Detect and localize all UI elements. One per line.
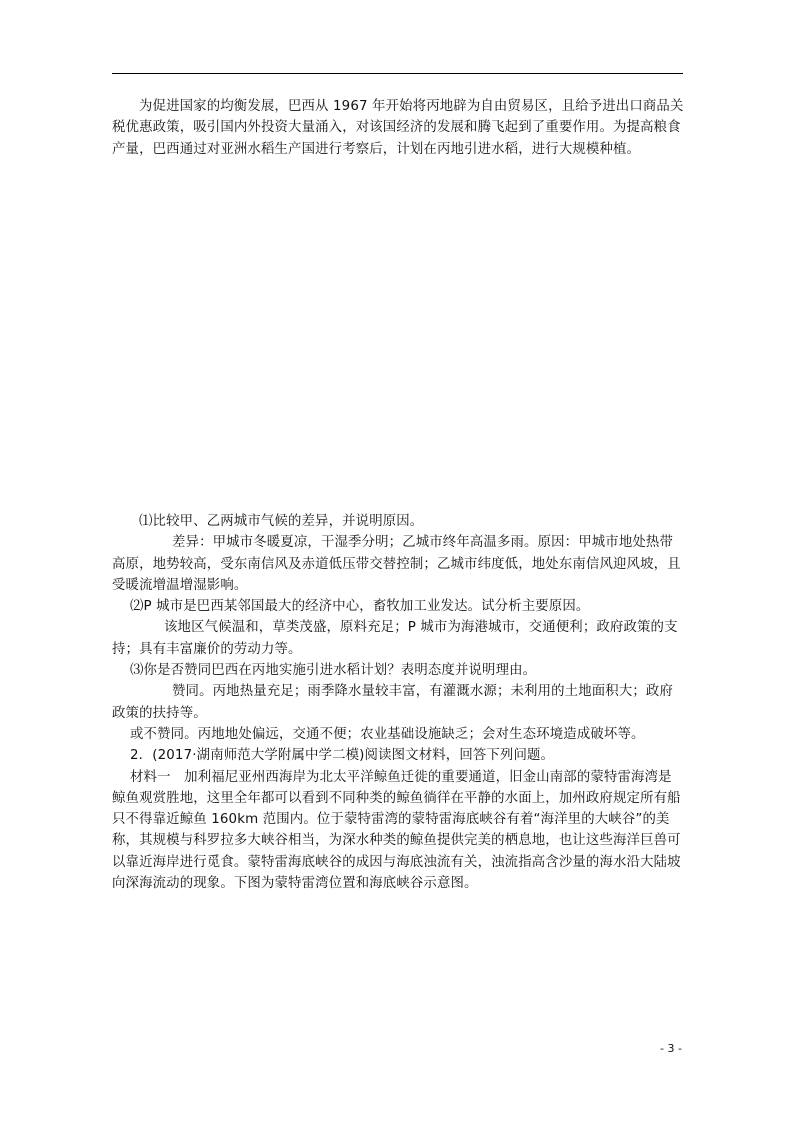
q2-answer: 该地区气候温和，草类茂盛，原料充足；P 城市为海港城市，交通便利；政府政策的支持；具有丰富廉价的劳动力等。 <box>112 620 678 657</box>
page-number: - 3 - <box>660 1042 682 1055</box>
q1-answer: 差异：甲城市冬暖夏凉，干湿季分明；乙城市终年高温多雨。原因：甲城市地处热带高原，地势较高，受东南信风及赤道低压带交替控制；乙城市纬度低，地处东南信风迎风坡，且受暖流增温增湿影响。 <box>112 535 681 593</box>
q2-question: ⑵P 城市是巴西某邻国最大的经济中心，畜牧加工业发达。试分析主要原因。 <box>130 599 590 615</box>
q3-answer-disagree: 或不赞同。丙地地处偏远，交通不便；农业基础设施缺乏；会对生态环境造成破坏等。 <box>130 726 645 742</box>
q3-question: ⑶你是否赞同巴西在丙地实施引进水稻计划？表明态度并说明理由。 <box>130 663 537 679</box>
intro-block <box>112 96 684 160</box>
q1-question: ⑴比较甲、乙两城市气候的差异，并说明原因。 <box>139 514 424 529</box>
answers-block <box>112 511 684 894</box>
q3-answer-agree: 赞同。丙地热量充足；雨季降水量较丰富，有灌溉水源；未利用的土地面积大；政府政策的扶持等。 <box>112 684 674 721</box>
problem2-header: 2．(2017·湖南师范大学附属中学二模)阅读图文材料，回答下列问题。 <box>130 748 555 764</box>
problem2-material1: 材料一 加利福尼亚州西海岸为北太平洋鲸鱼迁徙的重要通道，旧金山南部的蒙特雷海湾是鲸鱼观赏胜地，这里全年都可以看到不同种类的鲸鱼徜徉在平静的水面上，加州政府规定所有船只不得靠近鲸鱼 160km 范围内。位于蒙特雷湾的蒙特雷海底峡谷有着“海洋里的大峡谷”的美称，其规模与科罗拉多大峡谷相当，为深水种类的鲸鱼提供完美的栖息地，也让这些海洋巨兽可以靠近海岸进行觅食。蒙特雷海底峡谷的成因与海底浊流有关，浊流指高含沙量的海水沿大陆坡向深海流动的现象。下图为蒙特雷湾位置和海底峡谷示意图。 <box>112 769 681 892</box>
intro-paragraph: 为促进国家的均衡发展，巴西从 1967 年开始将丙地辟为自由贸易区，且给予进出口商品关税优惠政策，吸引国内外投资大量涌入，对该国经济的发展和腾飞起到了重要作用。为提高粮食产量，巴西通过对亚洲水稻生产国进行考察后，计划在丙地引进水稻，进行大规模种植。 <box>112 99 684 157</box>
header-rule <box>112 73 683 74</box>
